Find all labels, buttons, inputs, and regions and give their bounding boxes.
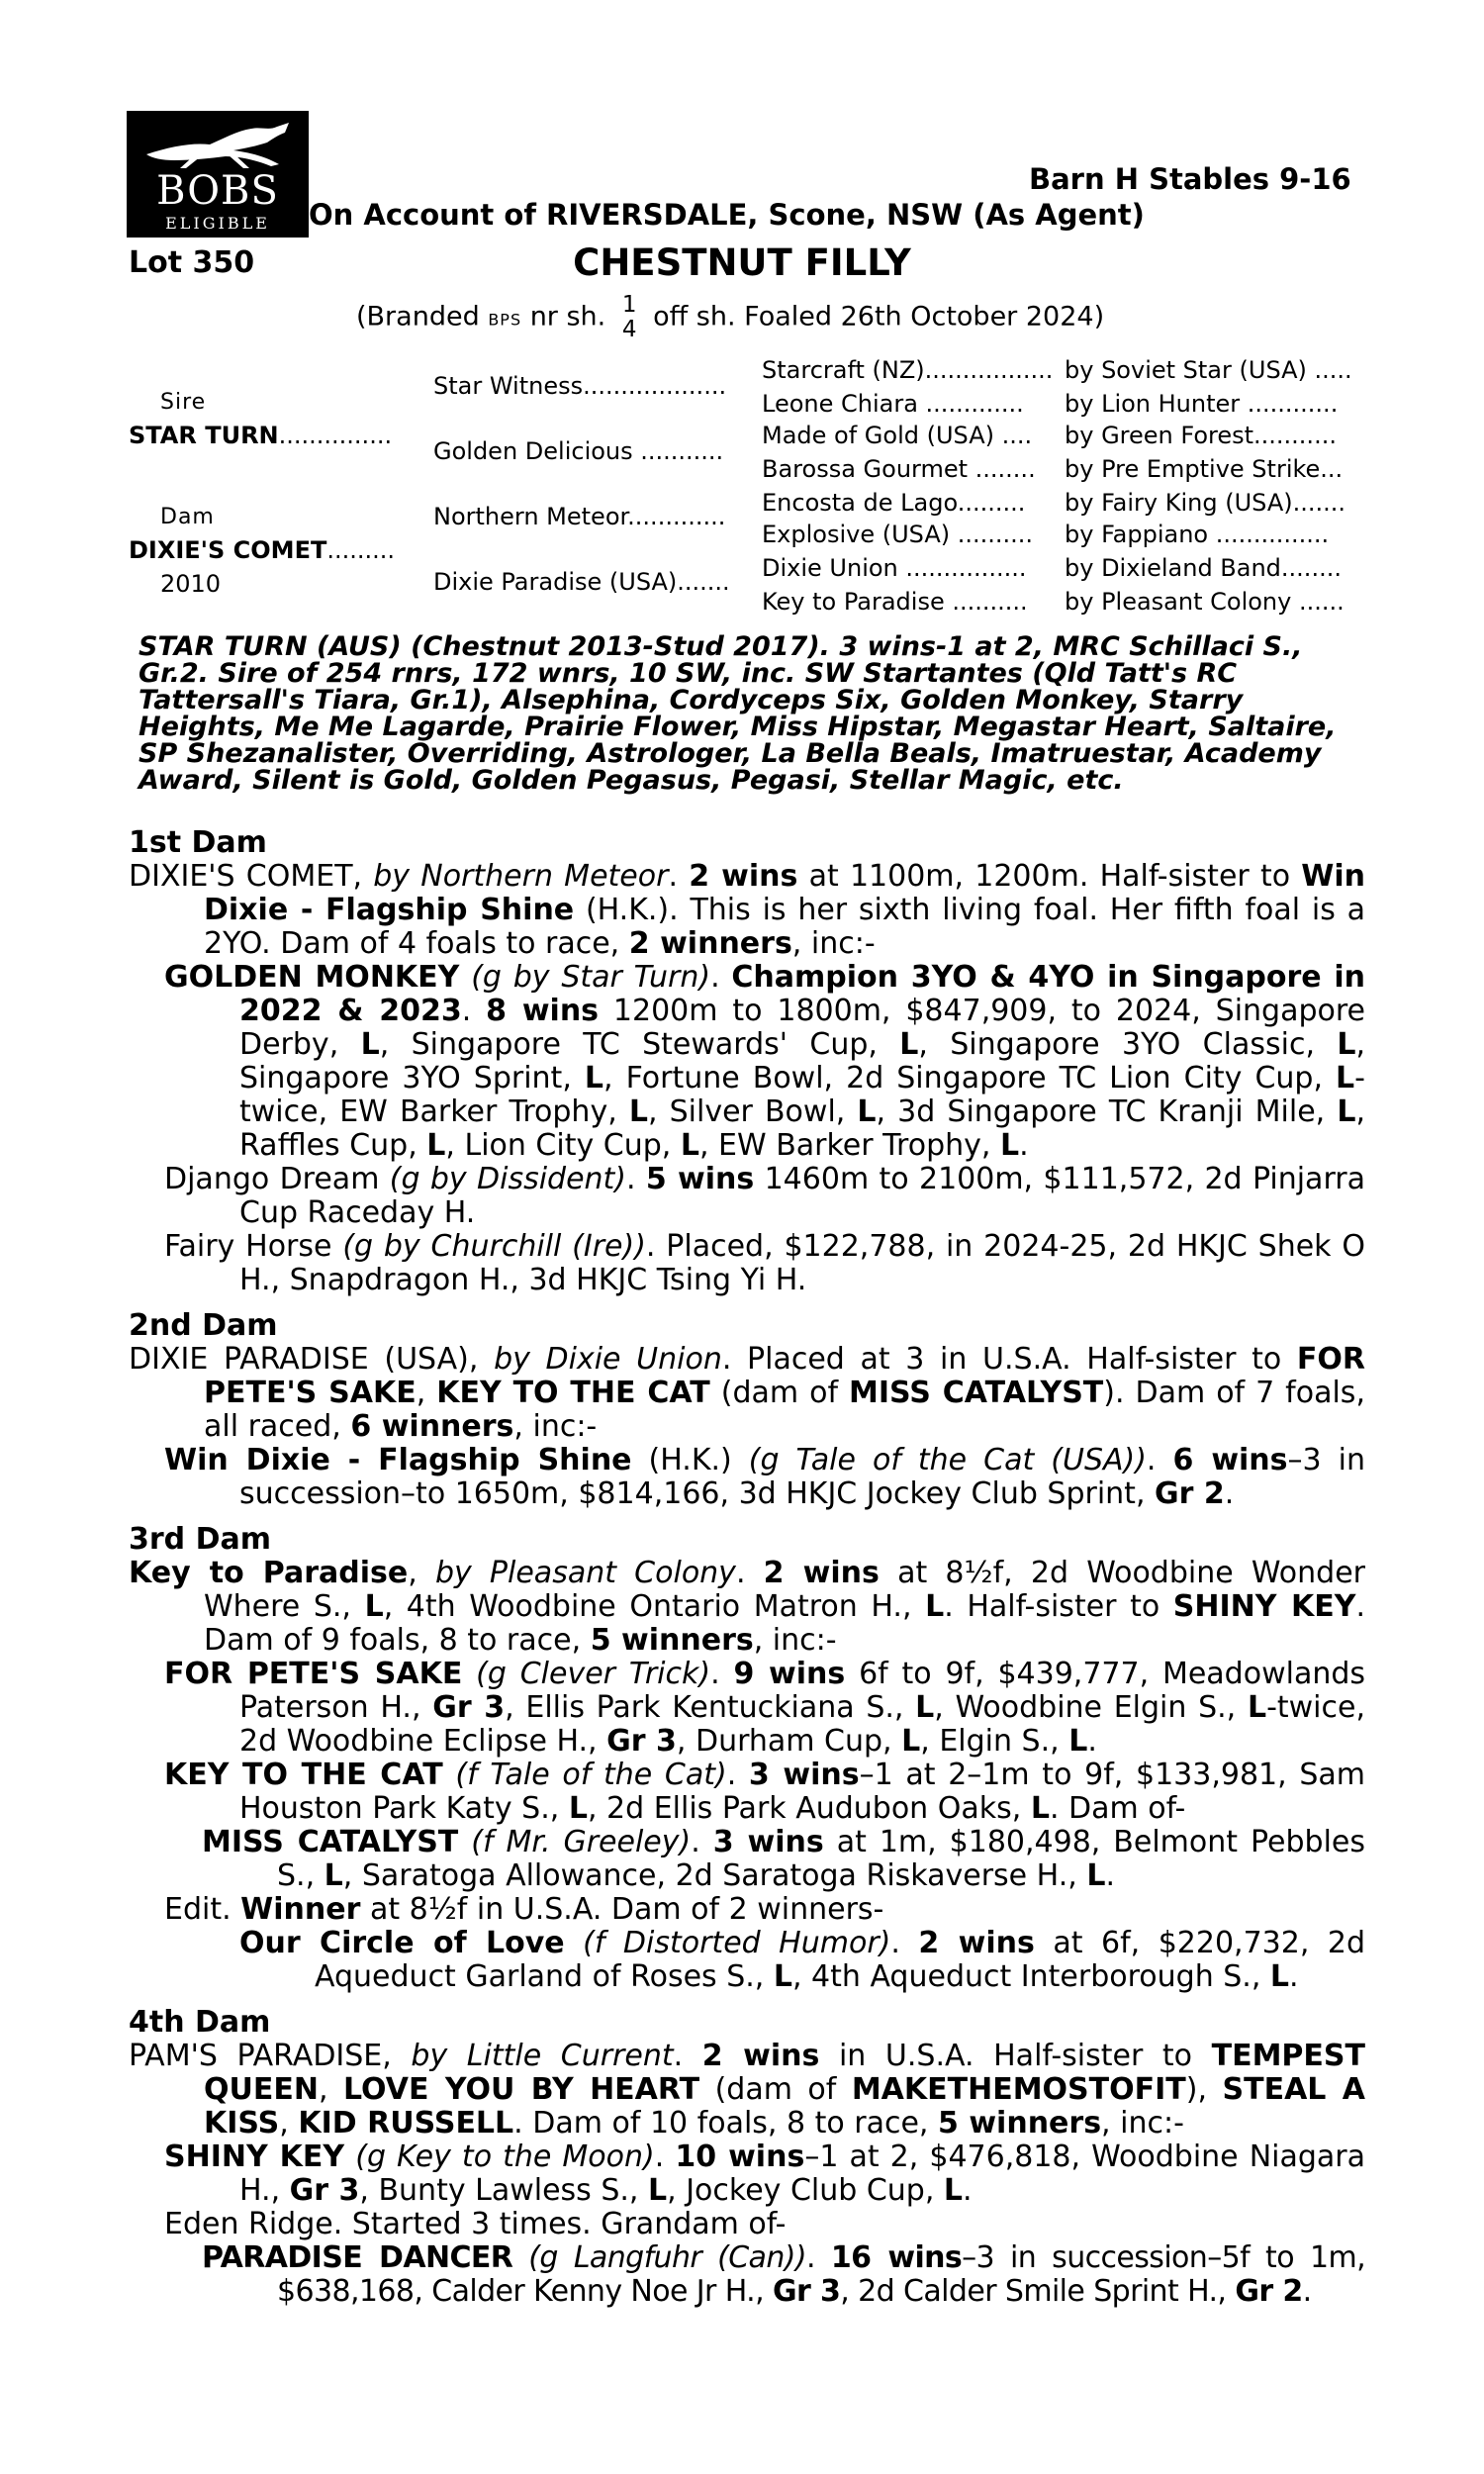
gen3-ancestor: Leone Chiara ............. xyxy=(762,390,1024,418)
family-details xyxy=(129,826,1365,2309)
produce-entry: Fairy Horse (g by Churchill (Ire)). Placed, $122,788, in 2024-25, 2d HKJC Shek O H., Snapdragon H., 3d HKJC Tsing Yi H. xyxy=(164,1229,1366,1297)
fraction-numerator: 1 xyxy=(621,292,637,318)
gen3-sire-line: by Pleasant Colony ...... xyxy=(1065,588,1345,616)
brand-open: (Branded xyxy=(356,301,480,333)
granddam-maternal: Dixie Paradise (USA)....... xyxy=(433,568,730,596)
gen3-ancestor: Encosta de Lago......... xyxy=(762,489,1026,517)
gen3-ancestor: Barossa Gourmet ........ xyxy=(762,455,1036,483)
gen3-ancestor: Dixie Union ................ xyxy=(762,554,1027,582)
produce-entry: GOLDEN MONKEY (g by Star Turn). Champion 3YO & 4YO in Singapore in 2022 & 2023. 8 wins 1200m to 1800m, $847,909, to 2024, Singapore Derby, L, Singapore TC Stewards' Cup, L, Singapore 3YO Classic, L, Singapore 3YO Sprint, L, Fortune Bowl, 2d Singapore TC Lion City Cup, L-twice, EW Barker Trophy, L, Silver Bowl, L, 3d Singapore TC Kranji Mile, L, Raffles Cup, L, Lion City Cup, L, EW Barker Trophy, L. xyxy=(164,960,1366,1163)
dam-entry: DIXIE'S COMET......... xyxy=(129,536,396,564)
granddam-paternal: Golden Delicious ........... xyxy=(433,437,724,465)
logo-subtitle: ELIGIBLE xyxy=(165,214,270,233)
dam-label: Dam xyxy=(160,505,215,529)
brand-code: BPS xyxy=(488,310,522,330)
produce-entry: Eden Ridge. Started 3 times. Grandam of- xyxy=(164,2207,787,2241)
sire-summary: STAR TURN (AUS) (Chestnut 2013-Stud 2017). 3 wins-1 at 2, MRC Schillaci S., Gr.2. Sire of 254 rnrs, 172 wnrs, 10 SW, inc. SW Startantes (Qld Tatt's RC Tattersall's Tiara, Gr.1), Alsephina, Cordyceps Six, Golden Monkey, Starry Heights, Me Me Lagarde, Prairie Flower, Miss Hipstar, Megastar Heart, Saltaire, SP Shezanalister, Overriding, Astrologer, La Bella Beals, Imatruestar, Academy Award, Silent is Gold, Golden Pegasus, Pegasi, Stellar Magic, etc. xyxy=(139,631,1337,796)
brand-fraction xyxy=(622,293,637,342)
grandsire-paternal: Star Witness................... xyxy=(433,372,727,400)
gen3-sire-line: by Fappiano ............... xyxy=(1065,521,1330,548)
gen3-ancestor: Explosive (USA) .......... xyxy=(762,521,1034,548)
produce-entry: Our Circle of Love (f Distorted Humor). 2 wins at 6f, $220,732, 2d Aqueduct Garland of Roses S., L, 4th Aqueduct Interborough S., L. xyxy=(239,1926,1365,1994)
barn-location: Barn H Stables 9-16 xyxy=(1029,162,1351,196)
produce-entry: Django Dream (g by Dissident). 5 wins 1460m to 2100m, $111,572, 2d Pinjarra Cup Raceday H. xyxy=(164,1162,1365,1230)
produce-entry: Edit. Winner at 8½f in U.S.A. Dam of 2 winners- xyxy=(164,1892,884,1927)
lot-number: Lot 350 xyxy=(129,245,255,280)
grandsire-maternal: Northern Meteor............. xyxy=(433,503,726,530)
dam-foaling-year: 2010 xyxy=(160,570,222,598)
dam-name: DIXIE'S COMET xyxy=(129,536,327,564)
sire-label: Sire xyxy=(160,390,207,415)
gen3-sire-line: by Dixieland Band........ xyxy=(1065,554,1342,582)
brand-end: off sh. Foaled 26th October 2024) xyxy=(653,301,1105,333)
second-dam-entry: DIXIE PARADISE (USA), by Dixie Union. Placed at 3 in U.S.A. Half-sister to FOR PETE'S SAKE, KEY TO THE CAT (dam of MISS CATALYST). Dam of 7 foals, all raced, 6 winners, inc:- xyxy=(129,1342,1365,1444)
brand-mid: nr sh. xyxy=(529,301,606,333)
first-dam-heading: 1st Dam xyxy=(129,825,267,860)
first-dam-entry: DIXIE'S COMET, by Northern Meteor. 2 wins at 1100m, 1200m. Half-sister to Win Dixie - Flagship Shine (H.K.). This is her sixth living foal. Her fifth foal is a 2YO. Dam of 4 foals to race, 2 winners, inc:- xyxy=(129,859,1366,961)
vendor-account: On Account of RIVERSDALE, Scone, NSW (As Agent) xyxy=(309,198,1145,232)
third-dam-entry: Key to Paradise, by Pleasant Colony. 2 wins at 8½f, 2d Woodbine Wonder Where S., L, 4th Woodbine Ontario Matron H., L. Half-sister to SHINY KEY. Dam of 9 foals, 8 to race, 5 winners, inc:- xyxy=(129,1556,1365,1658)
gen3-sire-line: by Green Forest........... xyxy=(1065,422,1337,449)
produce-entry: PARADISE DANCER (g Langfuhr (Can)). 16 wins–3 in succession–5f to 1m, $638,168, Calder Kenny Noe Jr H., Gr 3, 2d Calder Smile Sprint H., Gr 2. xyxy=(202,2240,1366,2309)
produce-entry: Win Dixie - Flagship Shine (H.K.) (g Tale of the Cat (USA)). 6 wins–3 in succession–to 1650m, $814,166, 3d HKJC Jockey Club Sprint, Gr 2. xyxy=(164,1443,1365,1511)
produce-entry: SHINY KEY (g Key to the Moon). 10 wins–1 at 2, $476,818, Woodbine Niagara H., Gr 3, Bunty Lawless S., L, Jockey Club Cup, L. xyxy=(164,2140,1366,2208)
gen3-sire-line: by Fairy King (USA)....... xyxy=(1065,489,1346,517)
third-dam-heading: 3rd Dam xyxy=(129,1522,271,1557)
gen3-sire-line: by Pre Emptive Strike... xyxy=(1065,455,1344,483)
logo-wordmark: BOBS xyxy=(156,168,279,214)
racehorse-icon xyxy=(140,121,295,170)
horse-name: CHESTNUT FILLY xyxy=(573,241,911,284)
gen3-sire-line: by Soviet Star (USA) ..... xyxy=(1065,356,1352,384)
sire-entry: STAR TURN............... xyxy=(129,422,393,449)
fourth-dam-entry: PAM'S PARADISE, by Little Current. 2 wins in U.S.A. Half-sister to TEMPEST QUEEN, LOVE YOU BY HEART (dam of MAKETHEMOSTOFIT), STEAL A KISS, KID RUSSELL. Dam of 10 foals, 8 to race, 5 winners, inc:- xyxy=(129,2039,1366,2141)
fourth-dam-heading: 4th Dam xyxy=(129,2005,271,2040)
second-dam-heading: 2nd Dam xyxy=(129,1308,278,1343)
brand-foaling-info xyxy=(356,293,1104,342)
gen3-ancestor: Starcraft (NZ)................. xyxy=(762,356,1054,384)
produce-entry: FOR PETE'S SAKE (g Clever Trick). 9 wins 6f to 9f, $439,777, Meadowlands Paterson H., Gr 3, Ellis Park Kentuckiana S., L, Woodbine Elgin S., L-twice, 2d Woodbine Eclipse H., Gr 3, Durham Cup, L, Elgin S., L. xyxy=(164,1657,1366,1759)
gen3-ancestor: Key to Paradise .......... xyxy=(762,588,1028,616)
bobs-eligible-logo xyxy=(127,111,309,238)
gen3-ancestor: Made of Gold (USA) .... xyxy=(762,422,1033,449)
gen3-sire-line: by Lion Hunter ............ xyxy=(1065,390,1339,418)
produce-entry: KEY TO THE CAT (f Tale of the Cat). 3 wins–1 at 2–1m to 9f, $133,981, Sam Houston Park Katy S., L, 2d Ellis Park Audubon Oaks, L. Dam of- xyxy=(164,1758,1366,1826)
fraction-denominator: 4 xyxy=(621,317,637,342)
produce-entry: MISS CATALYST (f Mr. Greeley). 3 wins at 1m, $180,498, Belmont Pebbles S., L, Saratoga Allowance, 2d Saratoga Riskaverse H., L. xyxy=(202,1825,1365,1893)
sire-name: STAR TURN xyxy=(129,422,279,449)
